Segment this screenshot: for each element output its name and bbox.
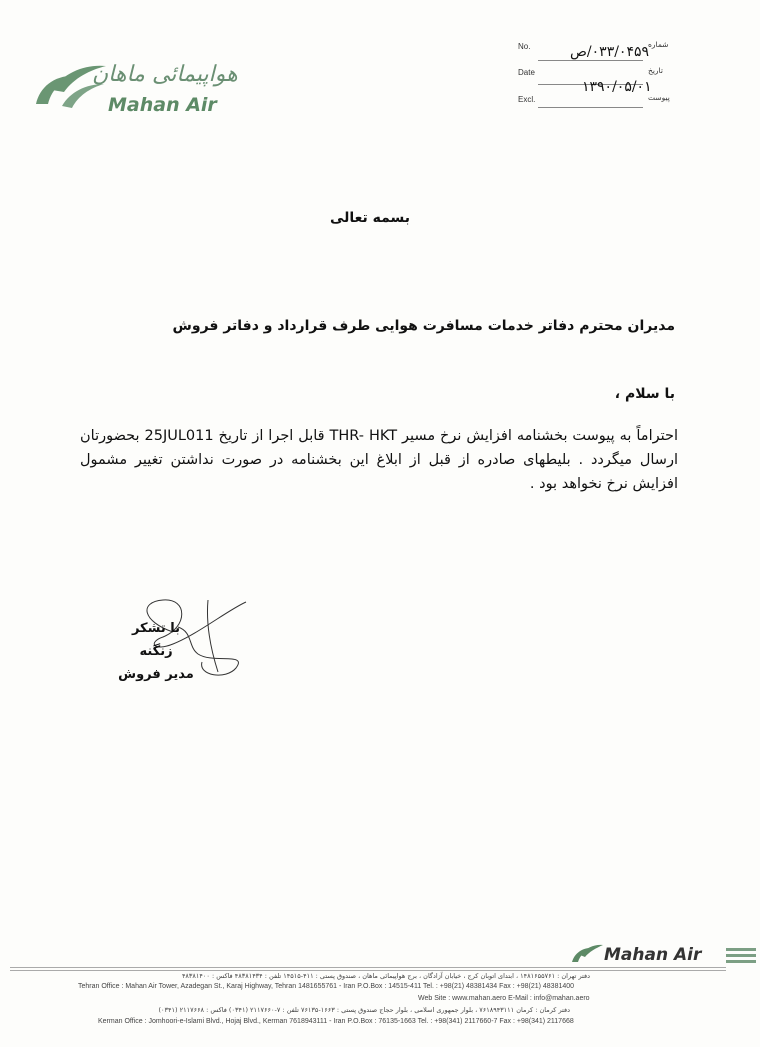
encl-label-fa: پیوست bbox=[648, 93, 670, 102]
letter-body: احتراماً به پیوست بخشنامه افزایش نرخ مسیر THR- HKT قابل اجرا از تاریخ 25JUL011 بحضورتان ارسال میگردد . بلیطهای صادره از قبل از ابلاغ این بخشنامه در صورت نداشتن تغییر مشمول افزایش نرخ نخواهد بود . bbox=[80, 428, 678, 492]
number-field-line bbox=[538, 60, 643, 61]
number-label-fa: شماره bbox=[648, 40, 669, 49]
footer-brand: Mahan Air bbox=[604, 945, 702, 965]
logo-english-text: Mahan Air bbox=[108, 94, 217, 116]
logo-persian-text: هواپیمائی ماهان bbox=[92, 62, 238, 87]
footer-logo-icon bbox=[570, 942, 604, 970]
salutation: با سلام ، bbox=[614, 386, 675, 402]
kerman-address-en: Kerman Office : Jomhoori-e-Islami Blvd., Hojaj Blvd., Kerman 7618943111 - Iran P.O.Box : 76135-1663 Tel. : +98(341) 2117660-7 Fax : +98(341) 2117668 bbox=[98, 1018, 574, 1025]
recipient-line: مدیران محترم دفاتر خدمات مسافرت هوایی طرف قرارداد و دفاتر فروش bbox=[172, 318, 675, 334]
tehran-address-en: Tehran Office : Mahan Air Tower, Azadegan St., Karaj Highway, Tehran 1481655761 - Iran P.O.Box : 14515-411 Tel. : +98(21) 48381434 Fax : +98(21) 48381400 bbox=[78, 983, 575, 990]
date-label-en: Date bbox=[518, 68, 535, 77]
number-value: ۰۳۳/۰۴۵۹/ص bbox=[570, 44, 650, 60]
kerman-address-fa: دفتر کرمان : کرمان ۷۶۱۸۹۴۳۱۱۱ ، بلوار جمهوری اسلامی ، بلوار حجاج صندوق پستی : ۱۶۶۳-۷۶۱۳۵ تلفن : ۷-۲۱۱۷۶۶۰ (۰۳۴۱) فاکس : ۲۱۱۷۶۶۸ (۰۳۴۱) bbox=[158, 1006, 570, 1014]
signer-name: زنگنه bbox=[139, 644, 173, 659]
tehran-address-fa: دفتر تهران : ۱۴۸۱۶۵۵۷۶۱ ، ابتدای اتوبان کرج ، خیابان آزادگان ، برج هواپیمائی ماهان ، صندوق پستی : ۴۱۱-۱۴۵۱۵ تلفن : ۴۸۳۸۱۴۳۴ فاکس : ۴۸۳۸۱۴۰۰ bbox=[181, 972, 590, 980]
signer-title: مدیر فروش bbox=[118, 667, 194, 682]
encl-field-line bbox=[538, 107, 643, 108]
footer-divider-2 bbox=[10, 970, 726, 971]
footer-stripes-decoration bbox=[726, 948, 756, 982]
bismillah-heading: بسمه تعالی bbox=[329, 210, 411, 226]
closing-thanks: با تشکر bbox=[131, 621, 181, 636]
date-value: ۱۳۹۰/۰۵/۰۱ bbox=[582, 79, 652, 95]
web-email: Web Site : www.mahan.aero E-Mail : info@mahan.aero bbox=[418, 995, 590, 1002]
footer-divider bbox=[10, 967, 726, 968]
encl-label-en: Excl. bbox=[518, 95, 536, 104]
number-label-en: No. bbox=[518, 42, 531, 51]
date-label-fa: تاریخ bbox=[648, 66, 663, 75]
